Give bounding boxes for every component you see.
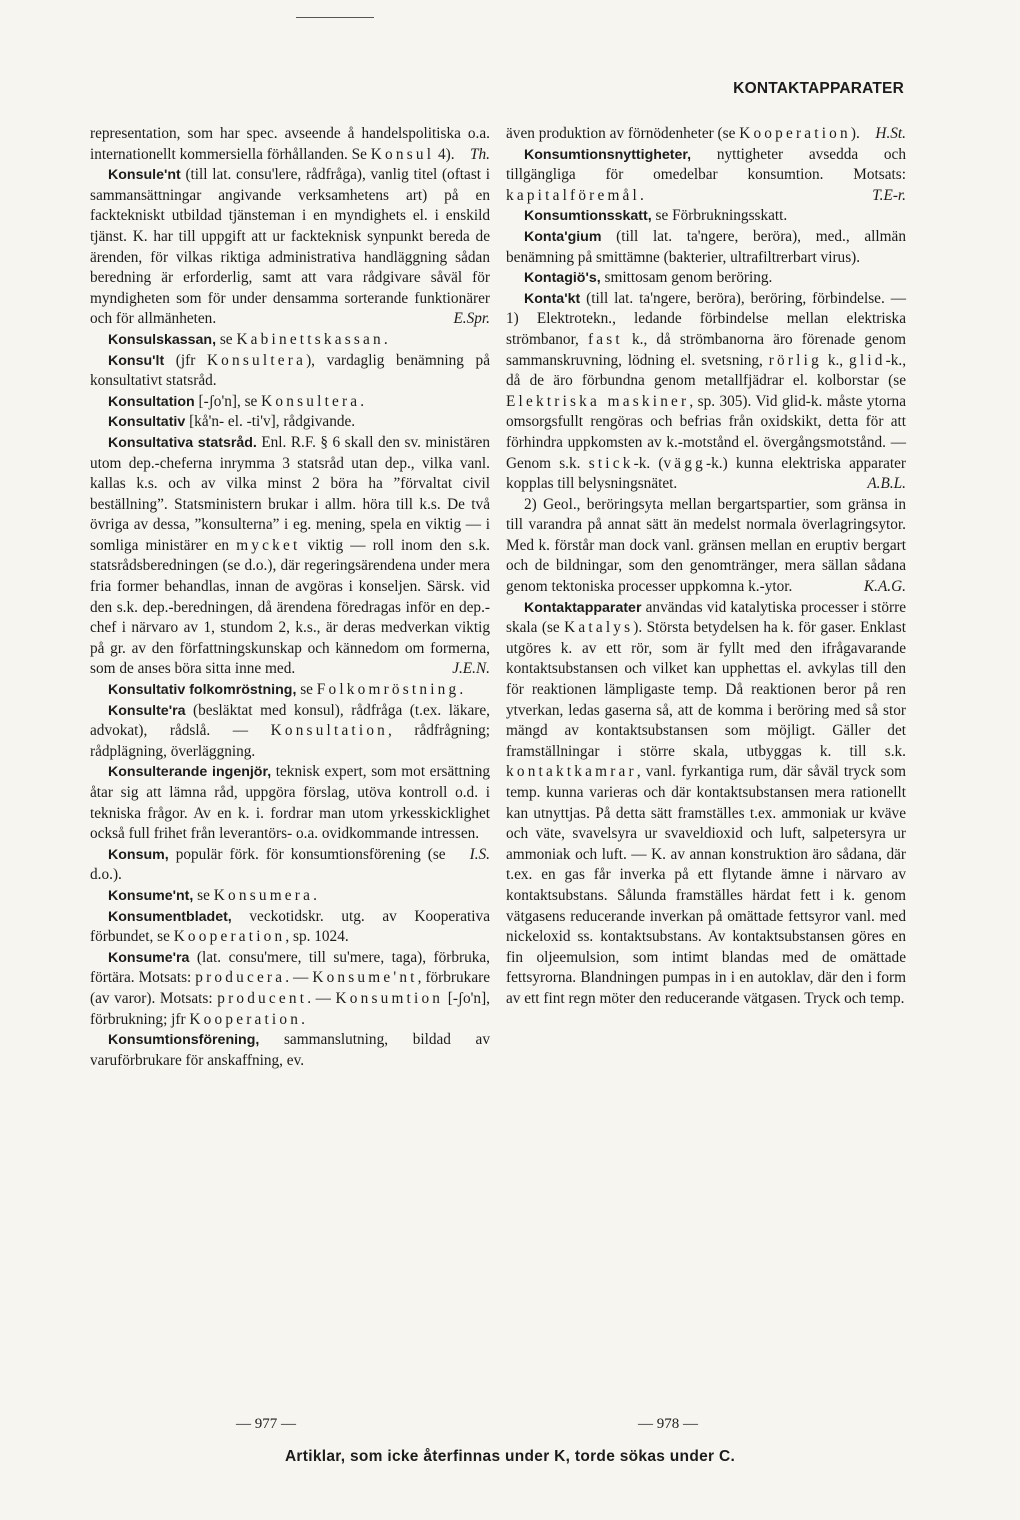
emphasis: rörlig [768, 351, 822, 369]
right-column [506, 124, 906, 1010]
running-head: KONTAKTAPPARATER [733, 80, 904, 97]
entry-kontagium: Konta'gium (till lat. ta'ngere, beröra), med., allmän benämning på smittämne (bakterier, ultrafiltrerbart virus). [506, 227, 906, 266]
entry-konsument: Konsume'nt, se Konsumera. [108, 886, 317, 904]
cross-reference: Kooperation [739, 125, 851, 142]
emphasis: stick [588, 454, 634, 472]
author-signature: H.St. [875, 125, 906, 142]
emphasis: vägg [663, 454, 706, 472]
entry-konsultation: Konsultation [-ʃo'n], se Konsultera. [108, 392, 365, 410]
author-signature: Th. [470, 145, 490, 163]
headword: Konsultation [108, 393, 195, 410]
headword: Konsultativ folkomröstning, [108, 682, 297, 699]
emphasis: mycket [236, 536, 301, 554]
cross-reference: Konsume'nt [312, 969, 418, 987]
entry-kontakt-geol: 2) Geol., beröringsyta mellan bergartspartier, som gränsa in till varandra på annat sätt än medelst normala överlagringsytor. Med k. förstår man dock vanl. gränsen mellan en eruptiv bergart och de bildningar, som den genomtränger, mera sällan sådana genom tektoniska processer uppkomna k.-ytor. K.A.G. [506, 495, 906, 598]
page-number-left: — 977 — [236, 1416, 296, 1432]
left-column [90, 124, 490, 1071]
cross-reference: producent [217, 989, 308, 1007]
headword: Konsule'nt [108, 167, 181, 184]
headword: Konsultativa statsråd. [108, 434, 257, 451]
cross-reference: Konsultera [206, 351, 307, 369]
entry-representation: representation, som har spec. avseende å handelspolitiska o.a. internationellt kommersiella förhållanden. Se Konsul 4). Th. [90, 124, 490, 165]
author-signature: E.Spr. [453, 310, 490, 328]
headword: Konsumtionsnyttigheter, [524, 146, 692, 163]
entry-continued: även produktion av förnödenheter (se Kooperation). H.St. [506, 124, 906, 145]
headword: Konsulte'ra [108, 702, 186, 719]
headword: Kontaktapparater [524, 599, 642, 616]
entry-konsumentbladet: Konsumentbladet, veckotidskr. utg. av Kooperativa förbundet, se Kooperation, sp. 1024. [90, 907, 490, 946]
cross-reference: Konsumera [213, 886, 314, 904]
cross-reference: Konsultation [270, 722, 389, 740]
headword: Konsume'ra [108, 949, 190, 966]
cross-reference: kapitalföremål [506, 186, 640, 204]
headword: Konsulterande ingenjör, [108, 764, 272, 781]
headword: Konsumtionsförening, [108, 1032, 260, 1049]
author-signature: J.E.N. [452, 660, 490, 678]
top-rule [296, 17, 374, 18]
emphasis: kontaktkamrar [506, 763, 637, 781]
entry-kontakt: Konta'kt (till lat. ta'ngere, beröra), beröring, förbindelse. — 1) Elektrotekn., ledande förbindelse mellan elektriska strömbanor, fast k., då strömbanorna äro förenade genom sammanskruvning, lödning el. svetsning, rörlig k., glid-k., då de äro förbundna genom metallfjädrar el. kolborstar (se Elektriska maskiner, sp. 305). Vid glid-k. måste ytorna omsorgsfullt rengöras och befrias från oxidskikt, detta för att förhindra uppkomsten av k.-motstånd el. övergångsmotstånd. — Genom s.k. stick-k. (vägg-k.) kunna elektriska apparater kopplas till belysningsnätet. A.B.L. [506, 289, 906, 495]
cross-reference: Konsumtion [335, 989, 444, 1007]
entry-konsulskassan: Konsulskassan, se Kabinettskassan. [108, 330, 388, 348]
entry-konsultativ: Konsultativ [kå'n- el. -ti'v], rådgivande. [108, 413, 356, 431]
emphasis: fast [588, 330, 623, 348]
entry-konsumera: Konsume'ra (lat. consu'mere, till su'mere, taga), förbruka, förtära. Motsats: producera. — Konsume'nt, förbrukare (av varor). Motsats: producent. — Konsumtion [-ʃo'n], förbrukning; jfr Kooperation. [90, 948, 490, 1028]
cross-reference: producera [195, 969, 286, 987]
cross-reference: Kooperation [173, 928, 286, 946]
entry-konsultera: Konsulte'ra (besläktat med konsul), rådfråga (t.ex. läkare, advokat), rådslå. — Konsultation, rådfrågning; rådplägning, överläggning. [90, 701, 490, 760]
cross-reference: Folkomröstning [316, 681, 460, 699]
author-signature: T.E-r. [872, 186, 906, 204]
entry-konsumtionsskatt: Konsumtionsskatt, se Förbrukningsskatt. [524, 207, 788, 225]
headword: Konsultativ [108, 414, 186, 431]
headword: Kontagiö's, [524, 270, 601, 287]
headword: Konsu'lt [108, 352, 165, 369]
entry-kontagios: Kontagiö's, smittosam genom beröring. [524, 269, 773, 287]
entry-konsumtionsforening: Konsumtionsförening, sammanslutning, bildad av varuförbrukare för anskaffning, ev. [90, 1031, 490, 1069]
cross-reference: Kooperation [189, 1010, 302, 1028]
entry-konsultativa-statsrad: Konsultativa statsråd. Enl. R.F. § 6 skall den sv. ministären utom dep.-cheferna inrymma 3 statsråd utan dep., vilka vanl. kallas k.s. och av vilka minst 2 böra ha ”förvaltat civil beställning”. Statsministern brukar i allm. höra till k.s. De två övriga av dessa, ”konsulterna” i eg. mening, spela en viktig — i somliga ministärer en mycket viktig — roll inom den s.k. statsrådsberedningen (se d.o.), där regeringsärendena under mera fria former behandlas, innan de avgöras i konseljen. Särsk. vid den s.k. dep.-beredningen, då ärendena föredragas inför en dep.-chef i närvaro av 1, stundom 2, k.s., är deras medverkan viktig på gr. av den författningskunskap och kännedom om formerna, som de anses böra sitta inne med. J.E.N. [90, 433, 490, 680]
headword: Konta'kt [524, 290, 581, 307]
author-signature: K.A.G. [863, 578, 906, 596]
footer-note: Artiklar, som icke återfinnas under K, torde sökas under C. [284, 1448, 736, 1465]
cross-reference: Kabinettskassan [236, 330, 384, 348]
entry-konsumtionsnyttigheter: Konsumtionsnyttigheter, nyttigheter avsedda och tillgängliga för omedelbar konsumtion. Motsats: kapitalföremål. T.E-r. [506, 145, 906, 207]
headword: Konsume'nt, [108, 887, 194, 904]
cross-reference: Katalys [564, 619, 634, 637]
entry-konsum: Konsum, populär förk. för konsumtionsförening (se d.o.). [90, 845, 446, 884]
entry-kontaktapparater: Kontaktapparater användas vid katalytiska processer i större skala (se Katalys). Största betydelsen ha k. för gaser. Enklast utgöres k. av ett rör, som är fyllt med den ifrågavarande kontaktsubstansen och vilket kan upphettas el. avkylas till den för reaktionen lämpligaste temp. Då reaktionen beror på ren ytverkan, ledas gaserna så, att de komma i beröring med så stor mängd av kontaktsubstansen som möjligt. Gäller det framställningar i större skala, utbyggas k. till s.k. kontaktkamrar, vanl. fyrkantiga rum, där såväl tryck som temp. kunna varieras och där kontaktsubstansen mera rationellt kan utnyttjas. På detta sätt framställes t.ex. ammoniak ur kväve och väte, svavelsyra ur svaveldioxid och luft, salpetersyra ur ammoniak och luft. — K. av annan konstruktion äro sådana, där t.ex. en gas får inverka på ett flytande ämne i närvaro av kontaktsubstans. Sålunda framställes härdat fett i k. genom vätgasens reducerande inverkan på omättade fettsyror vanl. med nickeloxid ss. kontaktsubstans. Av kontaktsubstansen göres en fin oljeemulsion, som intimt blandas med de omättade fettsyrorna. Blandningen pumpas in i en autoklav, där den i form av ett fint regn möter den reducerande vätgasen. Tryck och temp. [506, 598, 907, 1007]
headword: Konsum, [108, 846, 169, 863]
entry-konsult: Konsu'lt (jfr Konsultera), vardaglig benämning på konsultativt statsråd. [90, 351, 490, 390]
author-signature: I.S. [469, 845, 490, 863]
emphasis: glid [849, 351, 886, 369]
headword: Konsumtionsskatt, [524, 208, 652, 225]
cross-reference: Elektriska maskiner [506, 392, 690, 410]
page-number-right: — 978 — [638, 1416, 698, 1432]
author-signature: A.B.L. [867, 475, 906, 493]
headword: Konsumentbladet, [108, 908, 232, 925]
cross-reference: Konsul [370, 145, 435, 163]
headword: Konsulskassan, [108, 331, 217, 348]
entry-konsulent: Konsule'nt (till lat. consu'lere, rådfråga), vanlig titel (oftast i sammansättningar angivande verksamhetens art) på en facktekniskt utbildad tjänsteman i en myndighets el. i enskild tjänst. K. har till uppgift att ur fackteknisk synpunkt bereda de ärenden, för vilkas riktiga administrativa handläggning sådan beredning är erforderlig, samt att vara rådgivare såväl för myndigheten som för under densamma sorterande funktionärer och för allmänheten. E.Spr. [90, 165, 490, 330]
entry-konsultativ-folkomrostning: Konsultativ folkomröstning, se Folkomröstning. [108, 681, 464, 699]
cross-reference: Konsultera [261, 392, 361, 410]
entry-konsulterande-ingenjor: Konsulterande ingenjör, teknisk expert, som mot ersättning åtar sig att lämna råd, uppgöra förslag, utöva kontroll o.d. i tekniska frågor. Av en k. i. fordrar man utom yrkesskicklighet också full frihet från leverantörs- o.a. ovidkommande intressen. I.S. [90, 762, 490, 844]
headword: Konta'gium [524, 228, 602, 245]
